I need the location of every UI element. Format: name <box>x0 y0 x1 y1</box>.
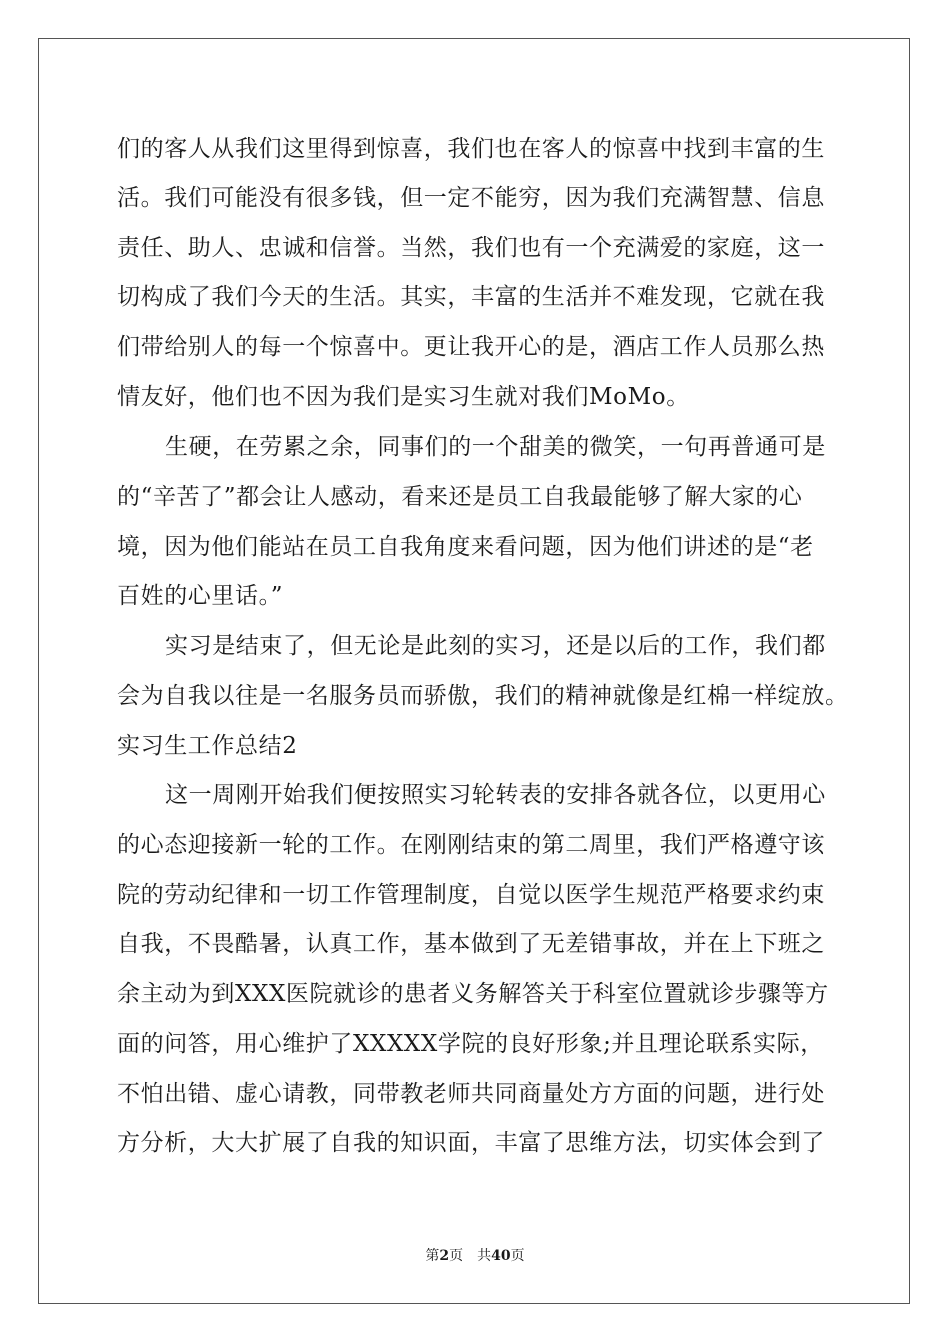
total-prefix: 共 <box>477 1248 492 1264</box>
text-line: 生硬，在劳累之余，同事们的一个甜美的微笑，一句再普通可是 <box>165 434 826 460</box>
text-line: 自我，不畏酷暑，认真工作，基本做到了无差错事故，并在上下班之 <box>117 931 825 957</box>
text-line: 境，因为他们能站在员工自我角度来看问题，因为他们讲述的是“老 <box>117 534 814 560</box>
text-line: 活。我们可能没有很多钱，但一定不能穷，因为我们充满智慧、信息 <box>117 185 825 211</box>
total-suffix: 页 <box>510 1248 525 1264</box>
text-line: 责任、助人、忠诚和信誉。当然，我们也有一个充满爱的家庭，这一 <box>117 235 825 261</box>
text-line: 百姓的心里话。” <box>117 583 284 609</box>
page-border <box>38 38 910 1304</box>
text-line: 会为自我以往是一名服务员而骄傲，我们的精神就像是红棉一样绽放。 <box>117 683 849 709</box>
text-line: 面的问答，用心维护了XXXXX学院的良好形象;并且理论联系实际， <box>117 1031 824 1057</box>
total-pages: 40 <box>491 1248 511 1264</box>
text-line: 切构成了我们今天的生活。其实，丰富的生活并不难发现，它就在我 <box>117 284 825 310</box>
text-line: 这一周刚开始我们便按照实习轮转表的安排各就各位，以更用心 <box>165 782 826 808</box>
text-line: 院的劳动纪律和一切工作管理制度，自觉以医学生规范严格要求约束 <box>117 882 825 908</box>
text-line: 实习是结束了，但无论是此刻的实习，还是以后的工作，我们都 <box>165 633 826 659</box>
text-line: 们带给别人的每一个惊喜中。更让我开心的是，酒店工作人员那么热 <box>117 334 825 360</box>
page-number: 2 <box>439 1248 450 1264</box>
text-line: 们的客人从我们这里得到惊喜，我们也在客人的惊喜中找到丰富的生 <box>117 136 825 162</box>
text-line: 不怕出错、虚心请教，同带教老师共同商量处方方面的问题，进行处 <box>117 1081 825 1107</box>
text-line: 余主动为到XXX医院就诊的患者义务解答关于科室位置就诊步骤等方 <box>117 981 829 1007</box>
text-line: 的心态迎接新一轮的工作。在刚刚结束的第二周里，我们严格遵守该 <box>117 832 825 858</box>
page-footer <box>0 1247 950 1265</box>
page-prefix: 第 <box>425 1248 440 1264</box>
text-line: 方分析，大大扩展了自我的知识面，丰富了思维方法，切实体会到了 <box>117 1130 825 1156</box>
text-line: 的“辛苦了”都会让人感动，看来还是员工自我最能够了解大家的心 <box>117 484 803 510</box>
page-suffix: 页 <box>449 1248 464 1264</box>
section-heading: 实习生工作总结2 <box>117 733 298 759</box>
text-line: 情友好，他们也不因为我们是实习生就对我们MoMo。 <box>117 384 690 410</box>
